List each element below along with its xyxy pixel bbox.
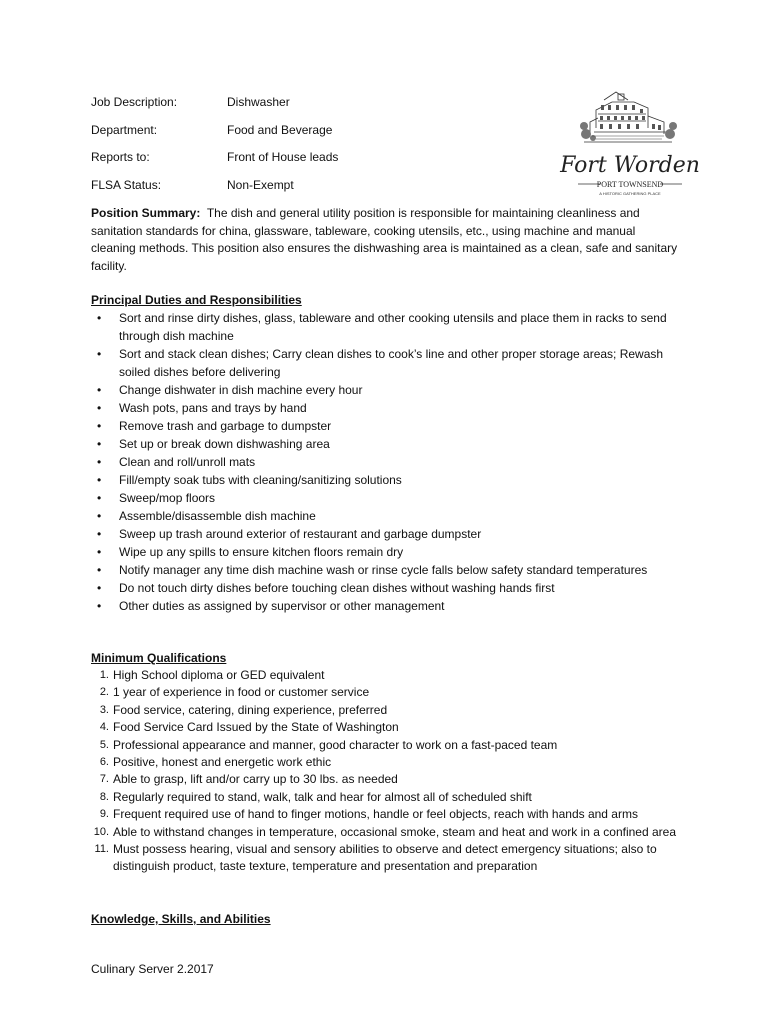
- qualification-number: 6.: [99, 756, 109, 769]
- duty-item: • Wash pots, pans and trays by hand: [91, 399, 681, 417]
- department-label: Department:: [91, 123, 158, 137]
- qualification-number: 4.: [99, 721, 109, 734]
- footer-text: Culinary Server 2.2017: [91, 962, 214, 976]
- qualification-text: High School diploma or GED equivalent: [113, 668, 325, 682]
- building-sketch-icon: [560, 88, 700, 198]
- qualification-text: Food service, catering, dining experience, preferred: [113, 702, 388, 717]
- duty-item: • Clean and roll/unroll mats: [91, 453, 681, 471]
- qualification-number: 1.: [99, 669, 109, 681]
- duty-item: • Assemble/disassemble dish machine: [91, 507, 681, 525]
- qualification-text: Professional appearance and manner, good character to work on a fast-paced team: [113, 737, 558, 752]
- reports-to-value: Front of House leads: [227, 150, 339, 164]
- flsa-status-label: FLSA Status:: [91, 178, 162, 192]
- qualification-item: [91, 754, 685, 771]
- svg-text:PORT TOWNSEND: PORT TOWNSEND: [596, 180, 664, 189]
- qualifications-list: [91, 667, 685, 876]
- qualification-text: Regularly required to stand, walk, talk and hear for almost all of scheduled shift: [113, 789, 532, 804]
- duty-item: • Sweep up trash around exterior of restaurant and garbage dumpster: [91, 525, 681, 543]
- duty-item: • Sweep/mop floors: [91, 489, 681, 507]
- position-summary: [91, 205, 681, 275]
- qualification-number: 7.: [99, 773, 109, 786]
- flsa-status-value: Non-Exempt: [227, 178, 294, 192]
- qualification-text: Frequent required use of hand to finger motions, handle or feel objects, reach with hands and arms: [113, 807, 638, 822]
- duties-list: [91, 309, 681, 615]
- qualification-item: [91, 789, 685, 806]
- duty-item: • Set up or break down dishwashing area: [91, 435, 681, 453]
- duty-item: • Notify manager any time dish machine wash or rinse cycle falls below safety standard temperatures: [91, 561, 681, 579]
- position-summary-text: The dish and general utility position is responsible for maintaining cleanliness and sanitation standards for china, glassware, tableware, cooking utensils, etc., using machine and manual cleaning methods. This position also ensures the dishwashing area is maintained as a clean, safe and sanitary facility.: [91, 206, 678, 273]
- qualification-number: 9.: [99, 808, 109, 821]
- duty-item: • Sort and rinse dirty dishes, glass, tableware and other cooking utensils and place them in racks to send through dish machine: [91, 309, 681, 345]
- duty-item: • Sort and stack clean dishes; Carry clean dishes to cook’s line and other proper storage areas; Rewash soiled dishes before delivering: [91, 345, 681, 381]
- qualification-item: [91, 806, 685, 823]
- duty-item: • Change dishwater in dish machine every hour: [91, 381, 681, 399]
- qualification-item: [91, 737, 685, 754]
- qualification-number: 8.: [99, 790, 109, 803]
- qualification-text: Food Service Card Issued by the State of Washington: [113, 720, 399, 735]
- job-description-label: Job Description:: [91, 95, 178, 109]
- qualification-item: [91, 841, 685, 876]
- department-value: Food and Beverage: [227, 123, 333, 137]
- qualification-text: Able to grasp, lift and/or carry up to 30 lbs. as needed: [113, 772, 398, 787]
- duties-heading: Principal Duties and Responsibilities: [91, 293, 302, 307]
- qualification-item: [91, 684, 685, 701]
- qualification-item: [91, 824, 685, 841]
- qualification-number: 10.: [93, 825, 109, 838]
- qualification-item: [91, 771, 685, 788]
- qualification-text: 1 year of experience in food or customer service: [113, 685, 370, 700]
- duty-item: • Other duties as assigned by supervisor or other management: [91, 597, 681, 615]
- svg-text:A HISTORIC GATHERING PLACE: A HISTORIC GATHERING PLACE: [599, 191, 661, 196]
- qualifications-heading: Minimum Qualifications: [91, 651, 227, 665]
- reports-to-label: Reports to:: [91, 150, 150, 164]
- duty-item: • Remove trash and garbage to dumpster: [91, 417, 681, 435]
- qualification-text: Able to withstand changes in temperature, occasional smoke, steam and heat and work in a confined area: [113, 824, 676, 839]
- position-summary-label: Position Summary:: [91, 206, 201, 220]
- qualification-text: Must possess hearing, visual and sensory abilities to observe and detect emergency situations; also to distinguish product, taste texture, temperature and presentation and preparation: [113, 842, 657, 874]
- duty-item: • Fill/empty soak tubs with cleaning/sanitizing solutions: [91, 471, 681, 489]
- qualification-item: [91, 702, 685, 719]
- qualification-number: 5.: [99, 738, 109, 751]
- qualification-number: 2.: [99, 686, 109, 699]
- svg-text:Fort Worden: Fort Worden: [560, 153, 700, 178]
- duty-item: • Wipe up any spills to ensure kitchen floors remain dry: [91, 543, 681, 561]
- ksa-heading: Knowledge, Skills, and Abilities: [91, 912, 271, 926]
- job-description-value: Dishwasher: [227, 95, 290, 109]
- qualification-number: 3.: [99, 703, 109, 716]
- duty-item: • Do not touch dirty dishes before touching clean dishes without washing hands first: [91, 579, 681, 597]
- qualification-text: Positive, honest and energetic work ethic: [113, 755, 332, 770]
- qualification-item: [91, 667, 685, 684]
- qualification-item: [91, 719, 685, 736]
- fort-worden-logo: [560, 88, 700, 198]
- qualification-number: 11.: [94, 843, 109, 856]
